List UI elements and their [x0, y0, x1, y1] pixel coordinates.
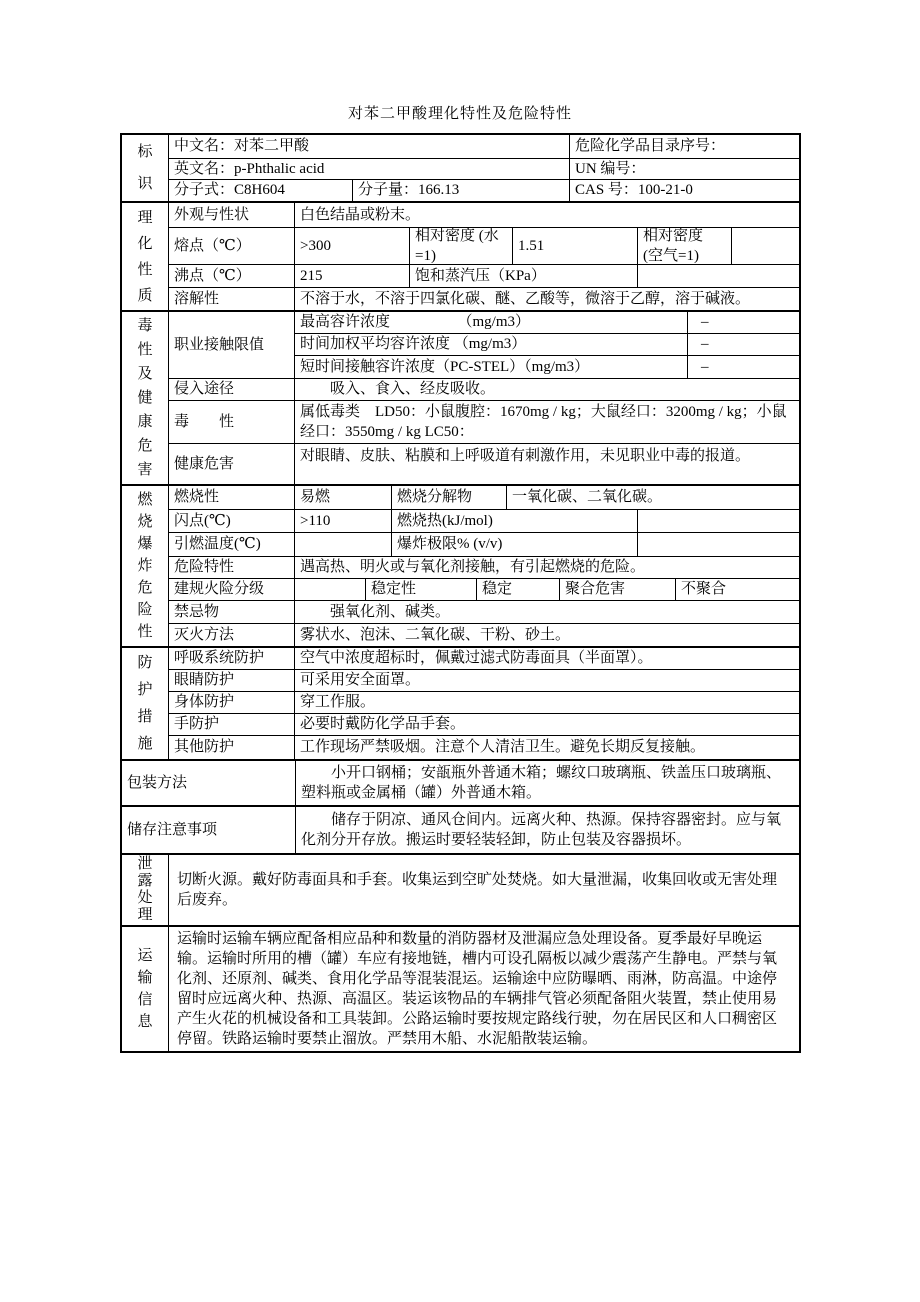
table-row [169, 670, 799, 692]
cell-extinguishing-value: 雾状水、泡沫、二氧化碳、干粉、砂土。 [300, 626, 571, 643]
cell-cas-number: CAS 号：100-21-0 [575, 182, 693, 199]
cell-stel-value: – [701, 358, 709, 375]
cell-boiling-point-label: 沸点（℃） [169, 265, 295, 287]
cell-leak-disposal-value: 切断火源。戴好防毒面具和手套。收集运到空旷处焚烧。如大量泄漏，收集回收或无害处理后废弃。 [177, 872, 778, 908]
cell-hazard-characteristics-value: 遇高热、明火或与氧化剂接触，有引起燃烧的危险。 [300, 559, 646, 576]
table-row [169, 714, 799, 736]
cell-exposure-route-value: 吸入、食入、经皮吸收。 [300, 381, 496, 398]
msds-table [120, 133, 801, 1053]
cell-combustion-heat-label: 燃烧热(kJ/mol) [392, 510, 638, 532]
section-storage-precautions [122, 807, 799, 855]
table-row [295, 356, 799, 378]
cell-ignition-temp-label: 引燃温度(℃) [169, 533, 295, 556]
cell-vapor-pressure-label: 饱和蒸汽压（KPa） [410, 265, 638, 287]
cell-solubility-label: 溶解性 [169, 288, 295, 310]
cell-vapor-pressure-value [638, 265, 799, 287]
table-row [169, 159, 799, 180]
table-row [169, 624, 799, 646]
cell-twa-value: – [701, 336, 709, 353]
table-row [295, 312, 799, 334]
table-row [169, 379, 799, 401]
cell-stability-value: 稳定 [477, 579, 560, 600]
cell-flammability-label: 燃烧性 [169, 486, 295, 509]
section-physical-properties-label: 理化性质 [122, 203, 169, 310]
cell-fire-grade-label: 建规火险分级 [169, 579, 295, 600]
section-packing-method [122, 761, 799, 807]
section-transport-information-label: 运输信息 [122, 927, 169, 1051]
cell-decomposition-label: 燃烧分解物 [392, 486, 507, 509]
cell-mac-value: – [701, 314, 709, 331]
cell-english-name: 英文名：p-Phthalic acid [169, 159, 570, 179]
table-row [169, 692, 799, 714]
cell-appearance-label: 外观与性状 [169, 203, 295, 227]
cell-solubility-value: 不溶于水，不溶于四氯化碳、醚、乙酸等，微溶于乙醇，溶于碱液。 [300, 290, 751, 307]
cell-combustion-heat-value [638, 510, 799, 532]
cell-boiling-point-value: 215 [295, 265, 410, 287]
cell-flammability-value: 易燃 [295, 486, 392, 509]
table-row [169, 510, 799, 533]
table-row [169, 228, 799, 265]
section-transport-information [122, 927, 799, 1051]
section-leak-disposal-label: 泄露处理 [122, 855, 169, 925]
cell-other-protection-value: 工作现场严禁吸烟。注意个人清洁卫生。避免长期反复接触。 [300, 739, 706, 756]
cell-occupational-limit-label: 职业接触限值 [169, 312, 295, 378]
cell-transport-information-value: 运输时运输车辆应配备相应品种和数量的消防器材及泄漏应急处理设备。夏季最好早晚运输。运输时所用的槽（罐）车应有接地链，槽内可设孔隔板以减少震荡产生静电。严禁与氧化剂、还原剂、碱类、食用化学品等混装混运。运输途中应防曝晒、雨淋，防高温。中途停留时应远离火种、热源、高温区。装运该物品的车辆排气管必须配备阻火装置，禁止使用易产生火花的机械设备和工具装卸。公路运输时要按规定路线行驶，勿在居民区和人口稠密区停留。铁路运输时要禁止溜放。严禁用木船、水泥船散装运输。 [177, 931, 778, 1047]
cell-fire-grade-value [295, 579, 366, 600]
section-protective-measures [122, 648, 799, 761]
cell-catalog-number: 危险化学品目录序号： [575, 138, 726, 155]
cell-body-protection-label: 身体防护 [169, 692, 295, 713]
table-row [169, 444, 799, 484]
table-row [169, 579, 799, 601]
section-toxicity-health [122, 312, 799, 486]
page-title: 对苯二甲酸理化特性及危险特性 [347, 106, 572, 122]
section-identification-label: 标识 [122, 135, 169, 201]
cell-body-protection-value: 穿工作服。 [300, 694, 376, 711]
table-row [169, 401, 799, 444]
cell-relative-density-water-value: 1.51 [513, 228, 638, 264]
cell-storage-precautions-label: 储存注意事项 [122, 807, 296, 853]
cell-incompatibles-value: 强氧化剂、碱类。 [300, 603, 451, 620]
cell-molecular-weight: 分子量：166.13 [353, 180, 570, 201]
cell-eye-protection-value: 可采用安全面罩。 [300, 672, 421, 689]
cell-stability-label: 稳定性 [366, 579, 477, 600]
cell-storage-precautions-value: 储存于阴凉、通风仓间内。远离火种、热源。保持容器密封。应与氧化剂分开存放。搬运时要轻装轻卸，防止包装及容器损坏。 [301, 811, 782, 848]
table-row [169, 648, 799, 670]
cell-exposure-route-label: 侵入途径 [169, 379, 295, 400]
table-row [295, 334, 799, 356]
table-row [169, 288, 799, 310]
table-row [169, 265, 799, 288]
cell-health-hazard-value: 对眼睛、皮肤、粘膜和上呼吸道有刺激作用，未见职业中毒的报道。 [300, 448, 751, 464]
cell-relative-density-air-value [732, 228, 799, 264]
cell-chinese-name: 中文名：对苯二甲酸 [169, 135, 570, 158]
cell-relative-density-water-label: 相对密度 (水=1) [410, 228, 513, 264]
table-row [169, 180, 799, 201]
section-fire-explosion [122, 486, 799, 648]
cell-explosion-limit-value [638, 533, 799, 556]
table-row-oel-block [169, 312, 799, 379]
cell-hand-protection-value: 必要时戴防化学品手套。 [300, 716, 466, 733]
cell-un-number: UN 编号： [575, 160, 646, 177]
cell-twa-label: 时间加权平均容许浓度 （mg/m3） [295, 334, 688, 355]
cell-relative-density-air-label: 相对密度 (空气=1) [638, 228, 732, 264]
cell-mac-label: 最高容许浓度 （mg/m3） [295, 312, 688, 333]
table-row [169, 135, 799, 159]
table-row [169, 557, 799, 579]
cell-appearance-value: 白色结晶或粉末。 [300, 206, 421, 223]
cell-hand-protection-label: 手防护 [169, 714, 295, 735]
cell-melting-point-value: >300 [295, 228, 410, 264]
cell-packing-method-label: 包装方法 [122, 761, 296, 805]
table-row [169, 601, 799, 624]
table-row [169, 533, 799, 557]
cell-respiratory-protection-label: 呼吸系统防护 [169, 648, 295, 669]
cell-polymerization-label: 聚合危害 [560, 579, 676, 600]
cell-flash-point-value: >110 [295, 510, 392, 532]
cell-decomposition-value: 一氧化碳、二氧化碳。 [512, 489, 663, 506]
cell-health-hazard-label: 健康危害 [169, 444, 295, 484]
section-protective-measures-label: 防护措施 [122, 648, 169, 759]
cell-ignition-temp-value [295, 533, 392, 556]
cell-packing-method-value: 小开口钢桶；安瓿瓶外普通木箱；螺纹口玻璃瓶、铁盖压口玻璃瓶、塑料瓶或金属桶（罐）外普通木箱。 [301, 764, 782, 801]
table-row [169, 736, 799, 759]
cell-extinguishing-label: 灭火方法 [169, 624, 295, 646]
cell-stel-label: 短时间接触容许浓度（PC-STEL）（mg/m3） [295, 356, 688, 378]
cell-respiratory-protection-value: 空气中浓度超标时，佩戴过滤式防毒面具（半面罩）。 [300, 650, 653, 667]
cell-explosion-limit-label: 爆炸极限% (v/v) [392, 533, 638, 556]
section-fire-explosion-label: 燃烧爆炸危险性 [122, 486, 169, 646]
cell-hazard-characteristics-label: 危险特性 [169, 557, 295, 578]
cell-incompatibles-label: 禁忌物 [169, 601, 295, 623]
table-row [169, 203, 799, 228]
cell-eye-protection-label: 眼睛防护 [169, 670, 295, 691]
cell-other-protection-label: 其他防护 [169, 736, 295, 759]
section-leak-disposal [122, 855, 799, 927]
section-physical-properties [122, 203, 799, 312]
cell-melting-point-label: 熔点（℃） [169, 228, 295, 264]
table-row [169, 486, 799, 510]
cell-toxicity-value: 属低毒类 LD50：小鼠腹腔：1670mg / kg；大鼠经口：3200mg / kg；小鼠经口：3550mg / kg LC50： [300, 403, 787, 440]
cell-polymerization-value: 不聚合 [681, 581, 727, 598]
section-identification [122, 135, 799, 203]
cell-flash-point-label: 闪点(℃) [169, 510, 295, 532]
cell-toxicity-label: 毒 性 [169, 401, 295, 443]
section-toxicity-health-label: 毒性及健康危害 [122, 312, 169, 484]
cell-molecular-formula: 分子式：C8H604 [169, 180, 353, 201]
